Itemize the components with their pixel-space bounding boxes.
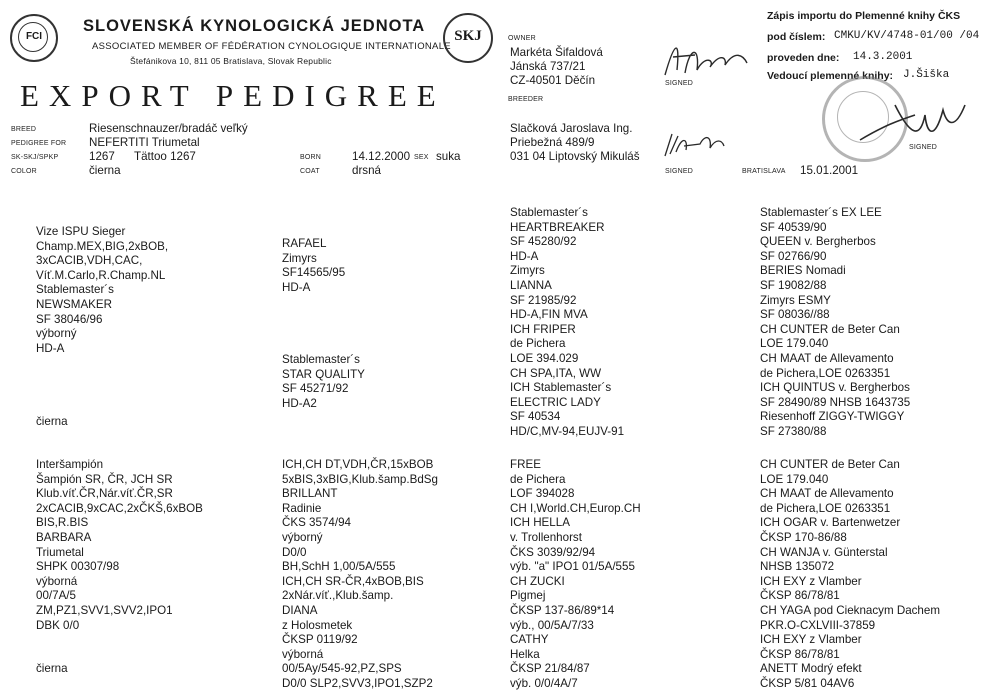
pedigree-line: ICH FRIPER	[510, 322, 576, 336]
pedigree-line: D0/0	[282, 545, 307, 559]
breeder-street: Priebežná 489/9	[510, 136, 595, 149]
pedigree-line: CH MAAT de Allevamento	[760, 487, 894, 501]
sex-value: suka	[436, 150, 461, 163]
pedigree-line: výborná	[36, 574, 78, 588]
breeder-signature	[660, 126, 730, 162]
color-value: čierna	[89, 164, 121, 177]
breeder-name: Slačková Jaroslava Ing.	[510, 122, 633, 135]
dam-column	[36, 458, 203, 633]
pedigree-line: D0/0 SLP2,SVV3,IPO1,SZP2	[282, 676, 433, 690]
associated-member: ASSOCIATED MEMBER OF FÉDÉRATION CYNOLOGIQUE INTERNATIONALE	[92, 41, 451, 52]
pedigree-line: ICH HELLA	[510, 516, 570, 530]
registration-head-label: Vedoucí plemenné knihy:	[767, 70, 894, 82]
pedigree-line: ANETT Modrý efekt	[760, 662, 862, 676]
pedigree-line: BARBARA	[36, 530, 92, 544]
pedigree-line: ICH QUINTUS v. Bergherbos	[760, 381, 910, 395]
pedigree-line: CH I,World.CH,Europ.CH	[510, 501, 641, 515]
pedigree-line: Zimyrs	[510, 264, 545, 278]
pedigree-line: CATHY	[510, 633, 549, 647]
pedigree-line: BERIES Nomadi	[760, 264, 846, 278]
pedigree-line: SF 27380/88	[760, 424, 827, 438]
pedigree-line: HD/C,MV-94,EUJV-91	[510, 424, 625, 438]
owner-signature	[655, 35, 755, 85]
owner-street: Jánská 737/21	[510, 60, 586, 73]
pedigree-line: ICH OGAR v. Bartenwetzer	[760, 516, 901, 530]
pedigree-line: výborný	[36, 327, 77, 341]
pedigree-line: Zimyrs	[282, 251, 317, 265]
pedigree-line: Zimyrs ESMY	[760, 293, 831, 307]
pedigree-line: HD-A	[282, 280, 311, 294]
pedigree-line: LIANNA	[510, 278, 552, 292]
breeder-city: 031 04 Liptovský Mikuláš	[510, 150, 640, 163]
coat-value: drsná	[352, 164, 382, 177]
breed-value: Riesenschnauzer/bradáč veľký	[89, 122, 248, 135]
pedigree-line: výborná	[282, 647, 324, 661]
pedigree-line: de Pichera,LOE 0263351	[760, 501, 891, 515]
pedigree-line: QUEEN v. Bergherbos	[760, 235, 876, 249]
pedigree-line: CH YAGA pod Cieknacym Dachem	[760, 603, 940, 617]
pedigree-line: v. Trollenhorst	[510, 530, 582, 544]
pedigree-line: výborný	[282, 530, 323, 544]
owner-signed-label: SIGNED	[665, 80, 694, 87]
pedigree-line: de Pichera	[510, 337, 566, 351]
pedigree-line: SHPK 00307/98	[36, 560, 120, 574]
pedigree-line: SF 08036//88	[760, 308, 830, 322]
pedigree-line: z Holosmetek	[282, 618, 353, 632]
registrar-signature	[855, 95, 975, 150]
pedigree-line: Radinie	[282, 501, 322, 515]
page-title: EXPORT PEDIGREE	[20, 78, 446, 113]
pedigree-line: ICH,CH SR-ČR,4xBOB,BIS	[282, 574, 424, 588]
pedigree-line: ZM,PZ1,SVV1,SVV2,IPO1	[36, 603, 173, 617]
pedigree-line: ICH EXY z Vlamber	[760, 574, 862, 588]
pedigree-line: Šampión SR, ČR, JCH SR	[36, 472, 173, 486]
registration-number: CMKU/KV/4748-01/00 /04	[834, 30, 980, 42]
pedigree-line: RAFAEL	[282, 237, 327, 250]
fci-logo	[10, 14, 58, 62]
sire-color: čierna	[36, 415, 68, 428]
registration-title: Zápis importu do Plemenné knihy ČKS	[767, 10, 961, 22]
pedigree-line: SF 45271/92	[282, 382, 349, 396]
breed-label: BREED	[11, 126, 37, 133]
pedigree-line: CH WANJA v. Günterstal	[760, 545, 888, 559]
fci-logo-text: FCI	[25, 31, 43, 42]
pedigree-line: HD-A	[36, 341, 65, 355]
issue-date: 15.01.2001	[800, 164, 859, 177]
pedigree-line: STAR QUALITY	[282, 367, 365, 381]
pedigree-line: HD-A2	[282, 396, 317, 410]
pedigree-line: Vize ISPU Sieger	[36, 225, 126, 238]
pedigree-line: PKR.O-CXLVIII-37859	[760, 618, 876, 632]
pedigree-line: výb., 00/5A/7/33	[510, 618, 594, 632]
pedigree-line: BRILLANT	[282, 487, 338, 501]
registration-date-label: proveden dne:	[767, 52, 840, 64]
born-label: BORN	[300, 154, 322, 161]
registration-number-label: pod číslem:	[767, 31, 826, 43]
breeder-signed-label: SIGNED	[665, 168, 694, 175]
pedigree-line: 2xNár.víť.,Klub.šamp.	[282, 589, 394, 603]
sire-gen4-column	[760, 206, 910, 440]
pedigree-line: LOE 179.040	[760, 337, 829, 351]
pedigree-line: CH ZUCKI	[510, 574, 565, 588]
born-value: 14.12.2000	[352, 150, 411, 163]
pedigree-line: ČKSP 0119/92	[282, 633, 358, 647]
dog-name: NEFERTITI Triumetal	[89, 136, 200, 149]
pedigree-for-label: PEDIGREE FOR	[11, 140, 67, 147]
pedigree-line: Stablemaster´s EX LEE	[760, 206, 882, 219]
pedigree-line: Pigmej	[510, 589, 546, 603]
pedigree-line: SF 28490/89 NHSB 1643735	[760, 395, 911, 409]
pedigree-line: SF 40539/90	[760, 220, 827, 234]
registrar-signed-label: SIGNED	[909, 144, 938, 151]
reg-number: 1267	[89, 150, 115, 163]
pedigree-line: CH CUNTER de Beter Can	[760, 322, 900, 336]
pedigree-line: SF 40534	[510, 410, 561, 424]
pedigree-line: ČKSP 170-86/88	[760, 530, 847, 544]
org-name: SLOVENSKÁ KYNOLOGICKÁ JEDNOTA	[83, 17, 426, 35]
color-label: COLOR	[11, 168, 37, 175]
pedigree-line: LOE 179.040	[760, 472, 829, 486]
pedigree-line: BIS,R.BIS	[36, 516, 89, 530]
pedigree-line: SF 02766/90	[760, 249, 827, 263]
pedigree-line: 00/7A/5	[36, 589, 76, 603]
place-label: BRATISLAVA	[742, 168, 786, 175]
pedigree-line: Stablemaster´s	[510, 206, 588, 219]
pedigree-line: ČKSP 21/84/87	[510, 662, 590, 676]
pedigree-line: SF 19082/88	[760, 278, 827, 292]
pedigree-line: ČKSP 86/78/81	[760, 647, 840, 661]
sex-label: SEX	[414, 154, 429, 161]
coat-label: COAT	[300, 168, 320, 175]
sire-gen3-column	[510, 206, 624, 440]
pedigree-line: ELECTRIC LADY	[510, 395, 601, 409]
pedigree-line: SF 21985/92	[510, 293, 577, 307]
pedigree-line: ICH,CH DT,VDH,ČR,15xBOB	[282, 458, 434, 471]
pedigree-line: HEARTBREAKER	[510, 220, 605, 234]
pedigree-line: Triumetal	[36, 545, 84, 559]
registration-date: 14.3.2001	[853, 51, 913, 63]
pedigree-line: CH SPA,ITA, WW	[510, 366, 602, 380]
paternal-grandsire-column	[282, 237, 345, 295]
pedigree-line: ICH Stablemaster´s	[510, 381, 612, 395]
dam-gen3-column	[510, 458, 641, 692]
pedigree-line: 5xBIS,3xBIG,Klub.šamp.BdSg	[282, 472, 438, 486]
paternal-granddam-column	[282, 353, 365, 411]
pedigree-line: HD-A,FIN MVA	[510, 308, 588, 322]
pedigree-line: LOF 394028	[510, 487, 575, 501]
pedigree-line: Champ.MEX,BIG,2xBOB,	[36, 239, 169, 253]
pedigree-line: NHSB 135072	[760, 560, 835, 574]
pedigree-line: ČKSP 86/78/81	[760, 589, 840, 603]
owner-city: CZ-40501 Děčín	[510, 74, 596, 87]
tattoo: Tättoo 1267	[134, 150, 196, 163]
pedigree-line: Riesenhoff ZIGGY-TWIGGY	[760, 410, 905, 424]
sire-column	[36, 225, 168, 356]
pedigree-line: BH,SchH 1,00/5A/555	[282, 560, 396, 574]
pedigree-line: 3xCACIB,VDH,CAC,	[36, 254, 143, 268]
pedigree-line: NEWSMAKER	[36, 297, 113, 311]
dam-color: čierna	[36, 662, 68, 675]
pedigree-line: Interšampión	[36, 458, 104, 471]
reg-label: SK-SKJ/SPKP	[11, 154, 59, 161]
pedigree-line: LOE 394.029	[510, 351, 579, 365]
pedigree-line: Klub.víť.ČR,Nár.víť.ČR,SR	[36, 487, 173, 501]
pedigree-line: SF 38046/96	[36, 312, 103, 326]
pedigree-line: Stablemaster´s	[282, 353, 360, 366]
pedigree-line: SF14565/95	[282, 266, 346, 280]
breeder-label: BREEDER	[508, 96, 544, 103]
owner-name: Markéta Šifaldová	[510, 46, 603, 59]
pedigree-line: 2xCACIB,9xCAC,2xČKŠ,6xBOB	[36, 501, 203, 515]
pedigree-line: ICH EXY z Vlamber	[760, 633, 862, 647]
pedigree-line: ČKSP 5/81 04AV6	[760, 676, 855, 690]
pedigree-line: Helka	[510, 647, 540, 661]
pedigree-line: ČKS 3039/92/94	[510, 545, 596, 559]
pedigree-line: DBK 0/0	[36, 618, 80, 632]
pedigree-line: výb. "a" IPO1 01/5A/555	[510, 560, 635, 574]
pedigree-line: SF 45280/92	[510, 235, 577, 249]
skj-logo-text: SKJ	[454, 28, 482, 44]
pedigree-line: ČKSP 137-86/89*14	[510, 603, 615, 617]
dam-gen2-column	[282, 458, 438, 692]
org-address: Štefánikova 10, 811 05 Bratislava, Slovak Republic	[130, 56, 332, 66]
skj-logo	[443, 13, 493, 63]
pedigree-line: de Pichera	[510, 472, 566, 486]
pedigree-line: HD-A	[510, 249, 539, 263]
registration-head: J.Šiška	[903, 69, 950, 81]
pedigree-line: DIANA	[282, 603, 318, 617]
pedigree-line: ČKS 3574/94	[282, 516, 351, 530]
pedigree-line: de Pichera,LOE 0263351	[760, 366, 891, 380]
pedigree-line: Stablemaster´s	[36, 283, 114, 297]
pedigree-line: výb. 0/0/4A/7	[510, 676, 578, 690]
pedigree-line: 00/5Ay/545-92,PZ,SPS	[282, 662, 402, 676]
owner-label: OWNER	[508, 35, 536, 42]
pedigree-line: Víť.M.Carlo,R.Champ.NL	[36, 268, 166, 282]
pedigree-line: CH MAAT de Allevamento	[760, 351, 894, 365]
pedigree-line: CH CUNTER de Beter Can	[760, 458, 900, 471]
pedigree-line: FREE	[510, 458, 541, 471]
dam-gen4-column	[760, 458, 940, 692]
